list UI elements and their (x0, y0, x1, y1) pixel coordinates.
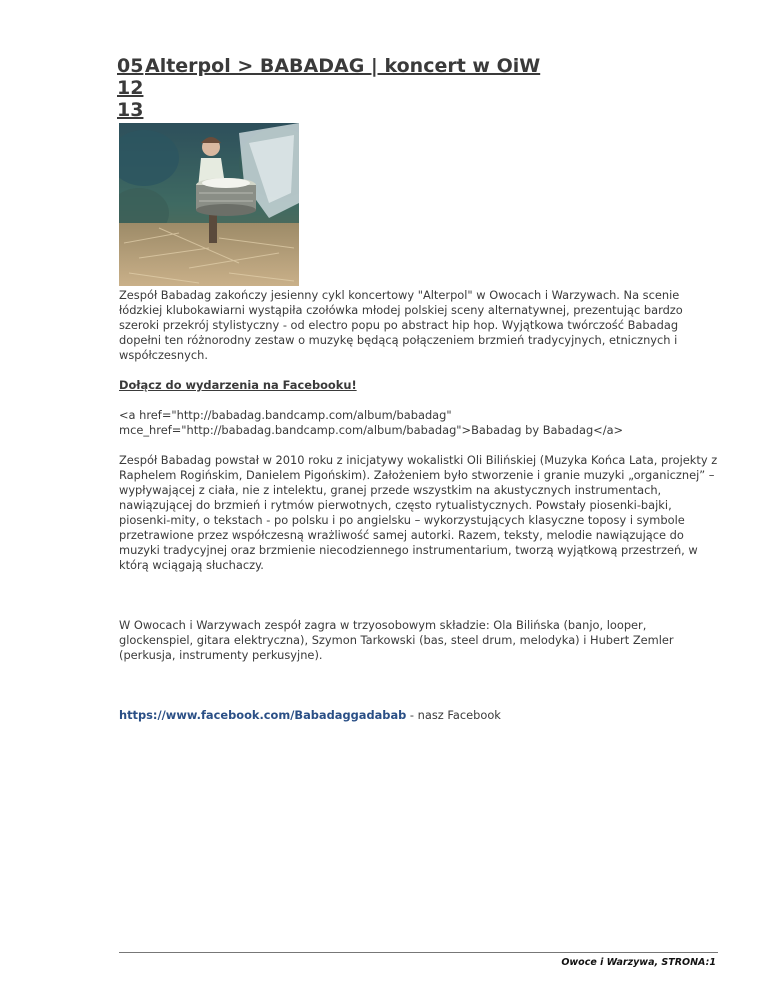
band-paragraph: W Owocach i Warzywach zespół zagra w trzyosobowym składzie: Ola Bilińska (banjo, looper, glockenspiel, gitara elektryczna), Szymon Tarkowski (bas, steel drum, melodyka) i Hubert Zemler (perkusja, instrumenty perkusyjne). (119, 618, 674, 662)
facebook-page-line (119, 708, 719, 723)
bandcamp-code-line2: mce_href="http://babadag.bandcamp.com/album/babadag">Babadag by Babadag</a> (119, 423, 624, 437)
date-month: 12 (117, 77, 144, 99)
facebook-page-link[interactable]: https://www.facebook.com/Babadaggadabab (119, 708, 407, 722)
intro-paragraph: Zespół Babadag zakończy jesienny cykl koncertowy "Alterpol" w Owocach i Warzywach. Na scenie łódzkiej klubokawiarni wystąpiła czołówka młodej polskiej sceny alternatywnej, prezentując bardzo szeroki przekrój stylistyczny - od electro popu po abstract hip hop. Wyjątkowa twórczość Babadag dopełni ten różnorodny zestaw o muzykę będącą połączeniem brzmień tradycyjnych, etnicznych i współczesnych. (119, 288, 683, 362)
page-footer: Owoce i Warzywa, STRONA:1 (561, 957, 716, 968)
about-paragraph: Zespół Babadag powstał w 2010 roku z inicjatywy wokalistki Oli Bilińskiej (Muzyka Końca Lata, projekty z Raphelem Rogińskim, Danielem Pigońskim). Założeniem było stworzenie i granie muzyki „organicznej” – wypływającej z ciała, nie z intelektu, granej przede wszystkim na akustycznych instrumentach, nawiązującej do brzmień i rytmów pierwotnych, często rytualistycznych. Powstały piosenki-bajki, piosenki-mity, o tekstach - po polsku i po angielsku – wykorzystujących klasyczne toposy i symbole przetrawione przez współczesną wrażliwość samej autorki. Razem, teksty, melodie nawiązujące do muzyki tradycyjnej oraz brzmienie niecodziennego instrumentarium, tworzą wyjątkową przestrzeń, w którą wciągają słuchaczy. (119, 453, 718, 572)
date-block (117, 55, 145, 121)
date-year: 13 (117, 99, 144, 121)
bandcamp-code-line1: <a href="http://babadag.bandcamp.com/album/babadag" (119, 408, 452, 422)
article-body (119, 288, 719, 723)
date-day: 05 (117, 55, 144, 77)
page-title[interactable]: Alterpol > BABADAG | koncert w OiW (145, 55, 541, 77)
bandcamp-embed-code (119, 408, 719, 438)
concert-photo (119, 123, 299, 286)
facebook-event-link[interactable]: Dołącz do wydarzenia na Facebooku! (119, 378, 357, 392)
footer-divider (119, 952, 718, 953)
facebook-page-suffix: - nasz Facebook (406, 708, 501, 722)
